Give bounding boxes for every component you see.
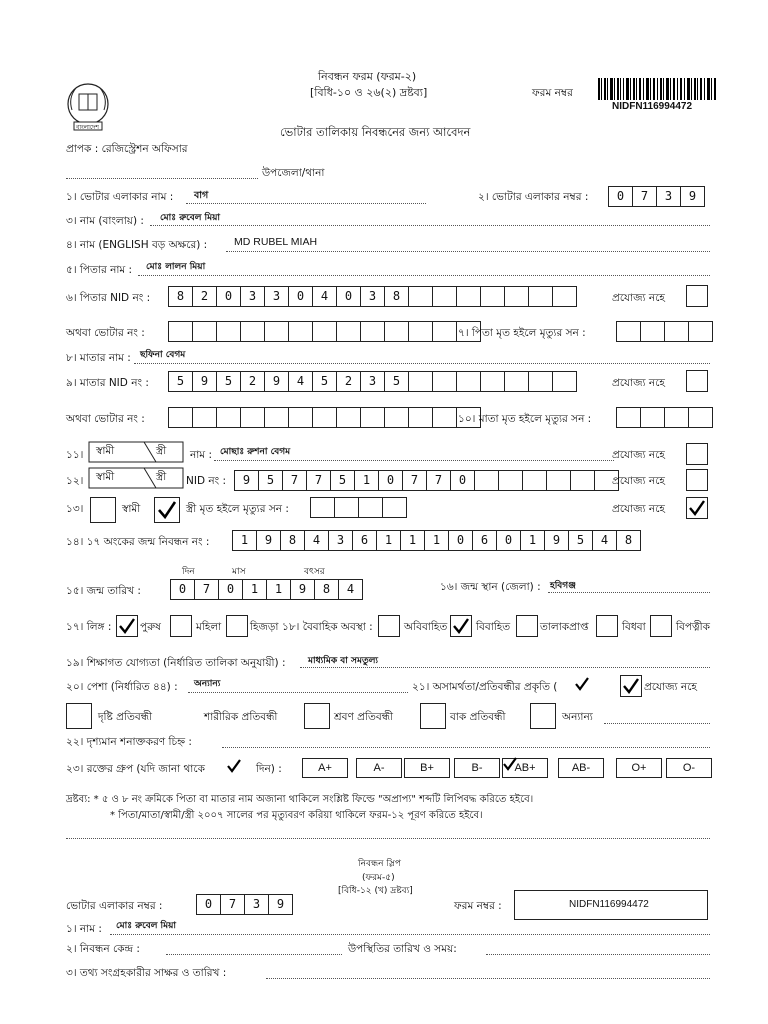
digit-box[interactable]: 0 xyxy=(216,286,241,307)
digit-box[interactable]: 1 xyxy=(376,530,401,551)
form-title-line2: [বিধি-১০ ও ২৬(২) দ্রষ্টব্য] xyxy=(310,86,428,99)
digit-box[interactable]: 0 xyxy=(218,579,243,600)
digit-box[interactable]: 5 xyxy=(216,371,241,392)
digit-box[interactable] xyxy=(336,407,361,428)
f6-digit-boxes[interactable] xyxy=(168,286,576,307)
f4-label: ৪। নাম (ENGLISH বড় অক্ষরে) : xyxy=(66,239,208,251)
digit-box[interactable]: 3 xyxy=(244,894,269,915)
f5-value: মোঃ লালন মিয়া xyxy=(146,262,206,272)
digit-box[interactable]: 7 xyxy=(282,470,307,491)
father-voter-number-boxes[interactable] xyxy=(168,321,480,342)
f1-value: বাগ xyxy=(194,190,209,201)
digit-box[interactable] xyxy=(168,321,193,342)
digit-box[interactable]: 1 xyxy=(520,530,545,551)
f12-nid-label: NID নং : xyxy=(186,475,227,487)
digit-box[interactable]: 0 xyxy=(496,530,521,551)
blood-group-a-pos[interactable]: A+ xyxy=(302,758,348,778)
digit-box[interactable]: 7 xyxy=(220,894,245,915)
f18-unmarried-checkbox[interactable] xyxy=(378,615,400,637)
digit-box[interactable]: 9 xyxy=(290,579,315,600)
digit-box[interactable] xyxy=(312,321,337,342)
f9-na-checkbox[interactable] xyxy=(686,370,708,392)
digit-box[interactable] xyxy=(640,321,665,342)
recipient: প্রাপক : রেজিস্ট্রেশন অফিসার xyxy=(66,143,188,155)
slip-subtitle: (ফরম-৫) xyxy=(362,873,395,883)
f12-number: ১২। xyxy=(66,475,84,487)
digit-box[interactable] xyxy=(688,407,713,428)
digit-box[interactable] xyxy=(384,321,409,342)
f18-label: ১৮। বৈবাহিক অবস্থা : xyxy=(282,621,373,633)
f11-value: মোছাঃ রুশনা বেগম xyxy=(220,447,291,457)
f11-name-label: নাম : xyxy=(190,449,213,461)
blood-group-ab-neg[interactable]: AB- xyxy=(558,758,604,778)
f3-label: ৩। নাম (বাংলায়) : xyxy=(66,215,144,227)
digit-box[interactable] xyxy=(288,321,313,342)
f18-widower-checkbox[interactable] xyxy=(650,615,672,637)
f2-digit-boxes[interactable] xyxy=(608,186,704,207)
f9-na-label: প্রযোজ্য নহে xyxy=(612,377,665,389)
digit-box[interactable] xyxy=(528,371,553,392)
f17-hijra-checkbox[interactable] xyxy=(226,615,248,637)
disab-physical-checkbox[interactable] xyxy=(304,703,330,729)
digit-box[interactable] xyxy=(480,371,505,392)
f12-spouse-selector[interactable] xyxy=(88,467,184,489)
f17-male-label: পুরুষ xyxy=(140,621,161,633)
note-1: দ্রষ্টব্য: * ৫ ও ৮ নং ক্রমিকে পিতা বা মাতার নাম অজানা থাকিলে সংশ্লিষ্ট ফিল্ডে "অপ্রাপ্য" শব্দটি লিপিবদ্ধ করিতে হইবে। xyxy=(66,794,534,805)
blood-group-b-neg[interactable]: B- xyxy=(454,758,500,778)
blood-group-o-pos[interactable]: O+ xyxy=(616,758,662,778)
form-number-label: ফরম নম্বর xyxy=(532,87,573,99)
f13-na-checkbox[interactable] xyxy=(686,497,708,519)
f17-male-checkbox[interactable] xyxy=(116,615,138,637)
slip-area-label: ভোটার এলাকার নম্বর : xyxy=(66,900,163,912)
f18-widow-checkbox[interactable] xyxy=(596,615,618,637)
digit-box[interactable] xyxy=(382,497,407,518)
digit-box[interactable]: 1 xyxy=(400,530,425,551)
seal-text: বাংলাদেশ xyxy=(76,124,99,131)
digit-box[interactable]: 0 xyxy=(170,579,195,600)
checkmark-icon xyxy=(156,499,178,521)
f6-na-checkbox[interactable] xyxy=(686,285,708,307)
note-2: * পিতা/মাতা/স্বামী/স্ত্রী ২০০৭ সালের পর মৃত্যুবরণ করিয়া থাকিলে ফরম-১২ পূরণ করিতে হইবে। xyxy=(110,810,483,821)
digit-box[interactable] xyxy=(310,497,335,518)
f18-married-label: বিবাহিত xyxy=(476,621,511,633)
f15-year-label: বৎসর xyxy=(304,567,325,577)
digit-box[interactable] xyxy=(432,407,457,428)
f14-digit-boxes[interactable] xyxy=(232,530,640,551)
digit-box[interactable] xyxy=(664,321,689,342)
digit-box[interactable]: 3 xyxy=(360,371,385,392)
blood-group-b-pos[interactable]: B+ xyxy=(404,758,450,778)
digit-box[interactable] xyxy=(552,286,577,307)
digit-box[interactable]: 0 xyxy=(448,530,473,551)
digit-box[interactable]: 9 xyxy=(264,371,289,392)
blood-group-ab-pos[interactable]: AB+ xyxy=(502,758,548,778)
digit-box[interactable]: 4 xyxy=(592,530,617,551)
f13-na-label: প্রযোজ্য নহে xyxy=(612,503,665,515)
digit-box[interactable] xyxy=(192,321,217,342)
f8-label: ৮। মাতার নাম : xyxy=(66,352,131,364)
digit-box[interactable] xyxy=(664,407,689,428)
digit-box[interactable]: 6 xyxy=(352,530,377,551)
f19-label: ১৯। শিক্ষাগত যোগ্যতা (নির্ধারিত তালিকা অনুযায়ী) : xyxy=(66,657,286,669)
f17-female-checkbox[interactable] xyxy=(170,615,192,637)
f23-label: ২৩। রক্তের গ্রুপ (যদি জানা থাকে xyxy=(66,763,205,775)
digit-box[interactable]: 6 xyxy=(472,530,497,551)
digit-box[interactable]: 8 xyxy=(616,530,641,551)
f13-year-boxes[interactable] xyxy=(310,497,406,518)
f11-husband-label: স্বামী xyxy=(96,445,115,457)
digit-box[interactable] xyxy=(528,286,553,307)
digit-box[interactable]: 5 xyxy=(258,470,283,491)
digit-box[interactable] xyxy=(240,407,265,428)
f12-husband-label: স্বামী xyxy=(96,471,115,483)
digit-box[interactable] xyxy=(408,371,433,392)
f13-husband-checkbox[interactable] xyxy=(90,497,116,523)
digit-box[interactable] xyxy=(616,321,641,342)
f7-year-boxes[interactable] xyxy=(616,321,712,342)
form-heading: ভোটার তালিকায় নিবন্ধনের জন্য আবেদন xyxy=(280,125,471,139)
f9b-label: অথবা ভোটার নং : xyxy=(66,413,145,425)
digit-box[interactable] xyxy=(456,286,481,307)
digit-box[interactable] xyxy=(360,407,385,428)
f12-wife-label: স্ত্রী xyxy=(156,471,167,483)
digit-box[interactable]: 3 xyxy=(656,186,681,207)
f19-value: মাধ্যমিক বা সমতুল্য xyxy=(308,656,379,666)
f21-na-label: প্রযোজ্য নহে xyxy=(644,681,697,693)
f11-number: ১১। xyxy=(66,449,84,461)
digit-box[interactable]: 4 xyxy=(312,286,337,307)
digit-box[interactable]: 5 xyxy=(330,470,355,491)
f20-value: অন্যান্য xyxy=(194,679,221,689)
digit-box[interactable]: 0 xyxy=(608,186,633,207)
digit-box[interactable]: 5 xyxy=(312,371,337,392)
digit-box[interactable] xyxy=(216,321,241,342)
digit-box[interactable] xyxy=(408,286,433,307)
f6b-label: অথবা ভোটার নং : xyxy=(66,327,145,339)
digit-box[interactable]: 2 xyxy=(336,371,361,392)
f22-label: ২২। দৃশ্যমান শনাক্তকরণ চিহ্ন : xyxy=(66,736,192,748)
f21-na-checkbox[interactable] xyxy=(620,675,642,697)
f21-label: ২১। অসামর্থতা/প্রতিবন্ধীর প্রকৃতি ( xyxy=(412,681,558,693)
digit-box[interactable]: 9 xyxy=(192,371,217,392)
f23-checkmark-icon xyxy=(226,758,242,777)
digit-box[interactable] xyxy=(360,321,385,342)
f7-label: ৭। পিতা মৃত হইলে মৃত্যুর সন : xyxy=(458,327,586,339)
digit-box[interactable]: 5 xyxy=(168,371,193,392)
slip-form-number-box xyxy=(514,890,708,920)
f11-spouse-selector[interactable] xyxy=(88,441,184,463)
f23-label-tail: দিন) : xyxy=(256,763,282,775)
digit-box[interactable]: 3 xyxy=(264,286,289,307)
digit-box[interactable] xyxy=(570,470,595,491)
f13-wife-label: স্ত্রী মৃত হইলে মৃত্যুর সন : xyxy=(186,503,289,515)
f12-digit-boxes[interactable] xyxy=(234,470,618,491)
disab-visual-checkbox[interactable] xyxy=(66,703,92,729)
checkmark-icon xyxy=(452,617,470,635)
f14-label: ১৪। ১৭ অংকের জন্ম নিবন্ধন নং : xyxy=(66,536,210,548)
f11-na-label: প্রযোজ্য নহে xyxy=(612,449,665,461)
disab-hearing-checkbox[interactable] xyxy=(420,703,446,729)
f18-widower-label: বিপত্নীক xyxy=(676,621,711,633)
digit-box[interactable] xyxy=(498,470,523,491)
digit-box[interactable]: 2 xyxy=(240,371,265,392)
blood-group-o-neg[interactable]: O- xyxy=(666,758,712,778)
digit-box[interactable]: 7 xyxy=(402,470,427,491)
digit-box[interactable]: 1 xyxy=(354,470,379,491)
f11-wife-label: স্ত্রী xyxy=(156,445,167,457)
mother-voter-number-boxes[interactable] xyxy=(168,407,480,428)
digit-box[interactable] xyxy=(192,407,217,428)
f15-date-boxes[interactable] xyxy=(170,579,362,600)
slip-datetime-label: উপস্থিতির তারিখ ও সময়: xyxy=(348,943,457,955)
slip-sign-label: ৩। তথ্য সংগ্রহকারীর সাক্ষর ও তারিখ : xyxy=(66,967,227,979)
disab-other-label: অন্যান্য xyxy=(562,711,593,723)
disab-hearing-label: শ্রবণ প্রতিবন্ধী xyxy=(334,711,394,723)
form-title-line1: নিবন্ধন ফরম (ফরম-২) xyxy=(318,70,417,83)
digit-box[interactable]: 9 xyxy=(268,894,293,915)
digit-box[interactable] xyxy=(336,321,361,342)
digit-box[interactable] xyxy=(408,407,433,428)
digit-box[interactable] xyxy=(216,407,241,428)
f9-digit-boxes[interactable] xyxy=(168,371,576,392)
digit-box[interactable]: 8 xyxy=(314,579,339,600)
digit-box[interactable] xyxy=(456,371,481,392)
f15-month-label: মাস xyxy=(232,567,246,577)
f10-year-boxes[interactable] xyxy=(616,407,712,428)
government-seal xyxy=(62,80,114,132)
slip-form-no-label: ফরম নম্বর : xyxy=(454,900,502,912)
digit-box[interactable] xyxy=(432,286,457,307)
f2-label: ২। ভোটার এলাকার নম্বর : xyxy=(478,191,589,203)
barcode-number: NIDFN116994472 xyxy=(612,101,693,112)
digit-box[interactable] xyxy=(264,321,289,342)
digit-box[interactable]: 0 xyxy=(378,470,403,491)
f18-widow-label: বিধবা xyxy=(622,621,646,633)
f13-number: ১৩। xyxy=(66,503,84,515)
digit-box[interactable] xyxy=(474,470,499,491)
digit-box[interactable] xyxy=(432,321,457,342)
slip-area-digit-boxes[interactable] xyxy=(196,894,292,915)
f16-label: ১৬। জন্ম স্থান (জেলা) : xyxy=(440,581,541,593)
f18-divorced-label: তালাকপ্রাপ্ত xyxy=(540,621,589,633)
f15-day-label: দিন xyxy=(182,567,195,577)
f12-na-checkbox[interactable] xyxy=(686,469,708,491)
f1-label: ১। ভোটার এলাকার নাম : xyxy=(66,191,174,203)
digit-box[interactable]: 5 xyxy=(384,371,409,392)
f17-label: ১৭। লিঙ্গ : xyxy=(66,621,112,633)
digit-box[interactable]: 3 xyxy=(328,530,353,551)
digit-box[interactable]: 8 xyxy=(168,286,193,307)
f17-hijra-label: হিজড়া xyxy=(250,621,279,633)
digit-box[interactable]: 1 xyxy=(266,579,291,600)
digit-box[interactable]: 4 xyxy=(288,371,313,392)
digit-box[interactable]: 4 xyxy=(338,579,363,600)
digit-box[interactable]: 4 xyxy=(304,530,329,551)
f9-label: ৯। মাতার NID নং : xyxy=(66,377,149,389)
digit-box[interactable] xyxy=(384,407,409,428)
f18-unmarried-label: অবিবাহিত xyxy=(404,621,448,633)
digit-box[interactable]: 1 xyxy=(424,530,449,551)
checkmark-icon xyxy=(688,499,706,517)
slip-center-label: ২। নিবন্ধন কেন্দ্র : xyxy=(66,943,140,955)
digit-box[interactable]: 7 xyxy=(194,579,219,600)
digit-box[interactable] xyxy=(264,407,289,428)
digit-box[interactable]: 3 xyxy=(240,286,265,307)
digit-box[interactable]: 9 xyxy=(544,530,569,551)
digit-box[interactable]: 0 xyxy=(336,286,361,307)
f4-value: MD RUBEL MIAH xyxy=(234,236,318,248)
digit-box[interactable]: 1 xyxy=(232,530,257,551)
f10-label: ১০। মাতা মৃত হইলে মৃত্যুর সন : xyxy=(458,413,592,425)
digit-box[interactable]: 2 xyxy=(192,286,217,307)
digit-box[interactable]: 7 xyxy=(426,470,451,491)
barcode xyxy=(598,78,716,100)
digit-box[interactable]: 7 xyxy=(632,186,657,207)
slip-form-number: NIDFN116994472 xyxy=(569,899,649,910)
f18-married-checkbox[interactable] xyxy=(450,615,472,637)
f6-label: ৬। পিতার NID নং : xyxy=(66,292,151,304)
digit-box[interactable] xyxy=(312,407,337,428)
slip-rule: [বিধি-১২ (খ) দ্রষ্টব্য] xyxy=(338,886,413,896)
digit-box[interactable] xyxy=(358,497,383,518)
digit-box[interactable]: 3 xyxy=(360,286,385,307)
f15-label: ১৫। জন্ম তারিখ : xyxy=(66,585,141,597)
disab-visual-label: দৃষ্টি প্রতিবন্ধী xyxy=(98,711,153,723)
checkmark-icon xyxy=(622,677,640,695)
f18-divorced-checkbox[interactable] xyxy=(516,615,538,637)
digit-box[interactable] xyxy=(408,321,433,342)
digit-box[interactable] xyxy=(640,407,665,428)
digit-box[interactable]: 5 xyxy=(568,530,593,551)
digit-box[interactable]: 0 xyxy=(450,470,475,491)
digit-box[interactable] xyxy=(552,371,577,392)
f11-na-checkbox[interactable] xyxy=(686,443,708,465)
f17-female-label: মহিলা xyxy=(196,621,222,633)
f12-na-label: প্রযোজ্য নহে xyxy=(612,475,665,487)
f3-value: মোঃ রুবেল মিয়া xyxy=(160,213,221,223)
digit-box[interactable] xyxy=(504,371,529,392)
digit-box[interactable] xyxy=(480,286,505,307)
f5-label: ৫। পিতার নাম : xyxy=(66,264,133,276)
digit-box[interactable] xyxy=(288,407,313,428)
f16-value: হবিগঞ্জ xyxy=(550,581,576,591)
digit-box[interactable] xyxy=(616,407,641,428)
f13-wife-checkbox[interactable] xyxy=(154,497,180,523)
digit-box[interactable] xyxy=(432,371,457,392)
digit-box[interactable] xyxy=(688,321,713,342)
slip-name-value: মোঃ রুবেল মিয়া xyxy=(116,921,177,931)
checkmark-icon xyxy=(118,617,136,635)
f21-checkmark-icon xyxy=(574,676,590,695)
f6-na-label: প্রযোজ্য নহে xyxy=(612,292,665,304)
digit-box[interactable]: 9 xyxy=(256,530,281,551)
disab-speech-checkbox[interactable] xyxy=(530,703,556,729)
digit-box[interactable] xyxy=(334,497,359,518)
digit-box[interactable]: 9 xyxy=(680,186,705,207)
digit-box[interactable] xyxy=(240,321,265,342)
digit-box[interactable]: 8 xyxy=(280,530,305,551)
disab-speech-label: বাক প্রতিবন্ধী xyxy=(450,711,506,723)
f8-value: ছফিনা বেগম xyxy=(140,350,186,360)
slip-name-label: ১। নাম : xyxy=(66,923,102,935)
disab-physical-label: শারীরিক প্রতিবন্ধী xyxy=(204,711,278,723)
digit-box[interactable]: 0 xyxy=(288,286,313,307)
blood-group-a-neg[interactable]: A- xyxy=(356,758,402,778)
digit-box[interactable] xyxy=(504,286,529,307)
digit-box[interactable]: 9 xyxy=(234,470,259,491)
digit-box[interactable]: 0 xyxy=(196,894,221,915)
upazila-label: উপজেলা/থানা xyxy=(262,167,325,179)
f13-husband-label: স্বামী xyxy=(122,503,141,515)
f20-label: ২০। পেশা (নির্ধারিত ৪৪) : xyxy=(66,681,178,693)
digit-box[interactable]: 1 xyxy=(242,579,267,600)
ab-pos-checkmark-icon xyxy=(502,756,518,775)
digit-box[interactable]: 8 xyxy=(384,286,409,307)
digit-box[interactable] xyxy=(522,470,547,491)
digit-box[interactable]: 7 xyxy=(306,470,331,491)
digit-box[interactable] xyxy=(546,470,571,491)
digit-box[interactable] xyxy=(168,407,193,428)
slip-title: নিবন্ধন স্লিপ xyxy=(358,859,401,869)
